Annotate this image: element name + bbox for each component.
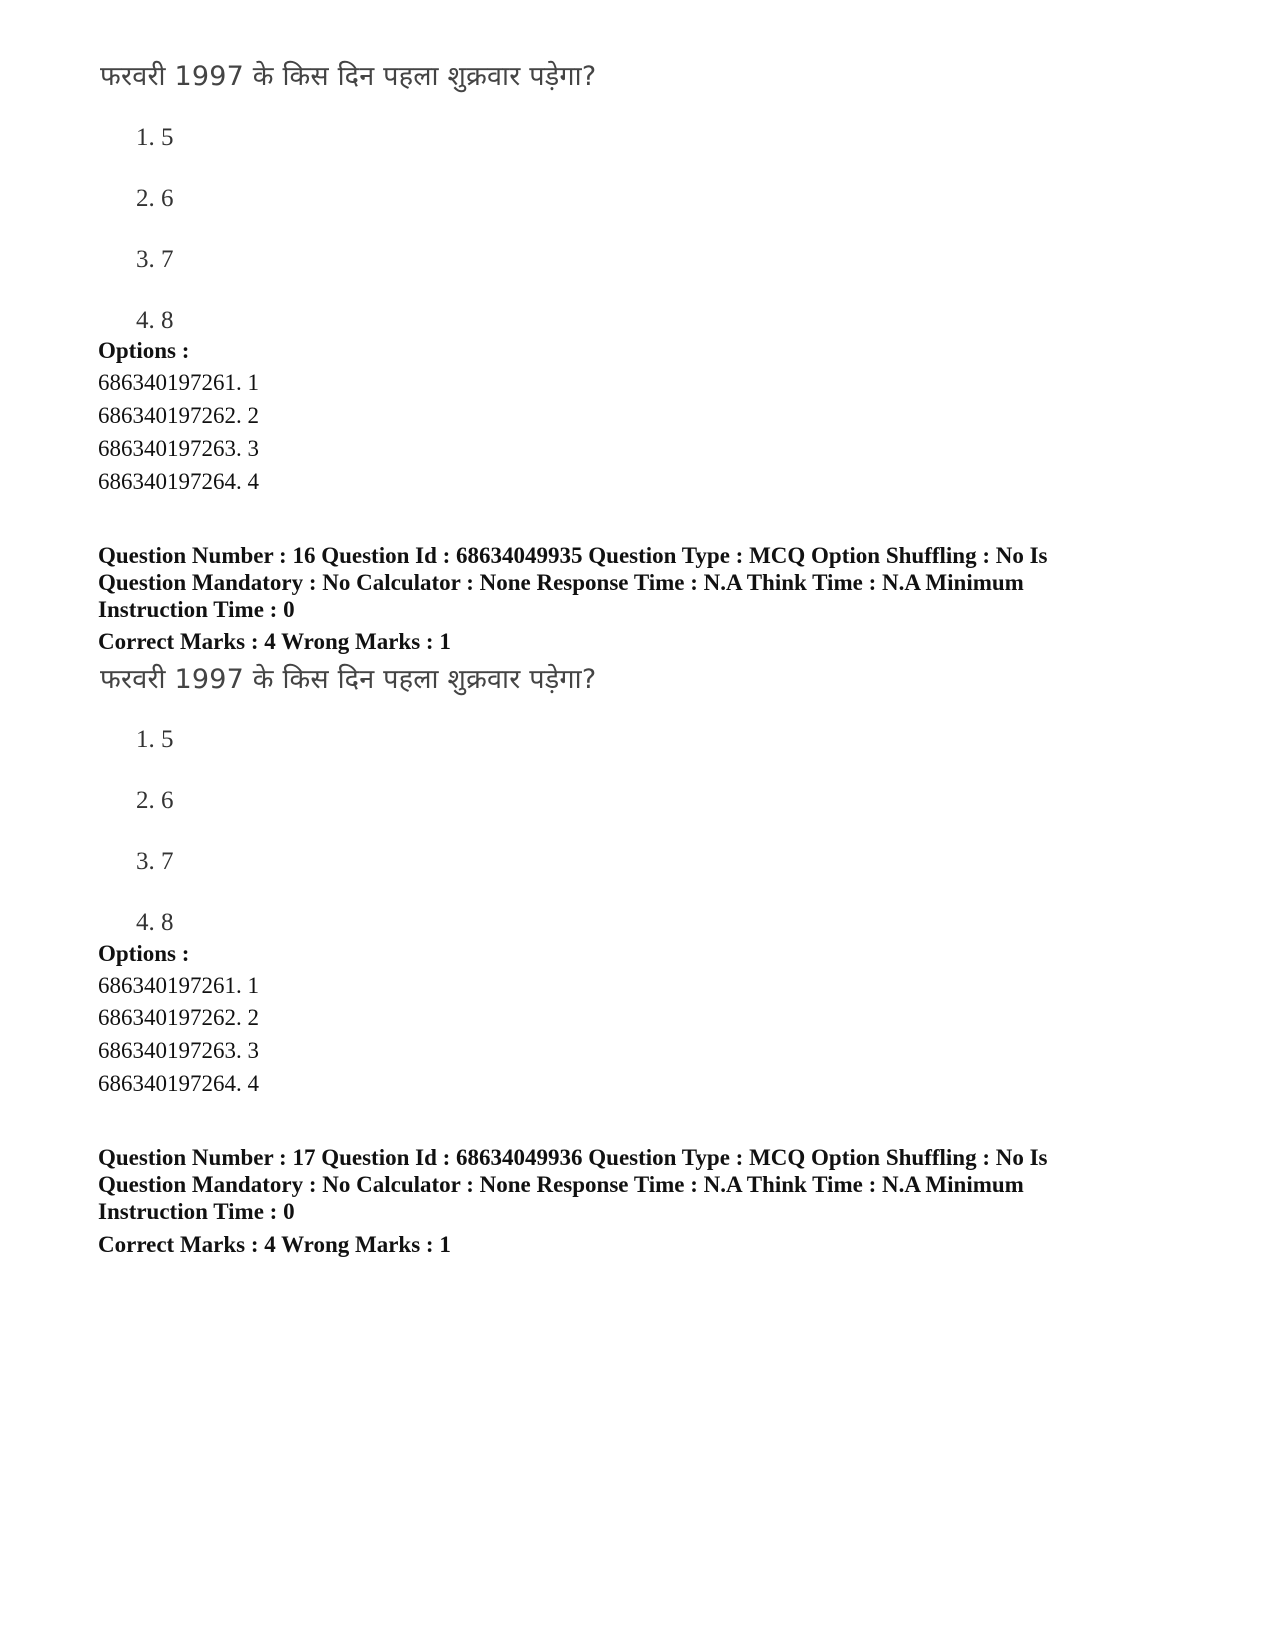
options-heading: Options : <box>98 941 190 966</box>
option-id: 686340197264. 4 <box>98 469 259 494</box>
question-meta-line: Question Mandatory : No Calculator : None Response Time : N.A Think Time : N.A Minimum <box>98 570 1024 595</box>
choice-item: 3. 7 <box>136 848 174 875</box>
question-meta-line: Instruction Time : 0 <box>98 1199 295 1224</box>
option-id: 686340197263. 3 <box>98 436 259 461</box>
choice-item: 1. 5 <box>136 124 174 151</box>
choice-item: 2. 6 <box>136 787 174 814</box>
choice-item: 4. 8 <box>136 909 174 936</box>
option-id: 686340197264. 4 <box>98 1071 259 1096</box>
question-meta-line: Question Number : 17 Question Id : 68634049936 Question Type : MCQ Option Shuffling : No Is <box>98 1145 1048 1170</box>
marks-line: Correct Marks : 4 Wrong Marks : 1 <box>98 629 451 654</box>
choice-item: 4. 8 <box>136 307 174 334</box>
question-meta-line: Instruction Time : 0 <box>98 597 295 622</box>
question-meta-line: Question Mandatory : No Calculator : None Response Time : N.A Think Time : N.A Minimum <box>98 1172 1024 1197</box>
options-heading: Options : <box>98 338 190 363</box>
question-text: फरवरी 1997 के किस दिन पहला शुक्रवार पड़ेगा? <box>100 664 597 695</box>
question-text: फरवरी 1997 के किस दिन पहला शुक्रवार पड़ेगा? <box>100 61 597 92</box>
option-id: 686340197262. 2 <box>98 403 259 428</box>
option-id: 686340197261. 1 <box>98 973 259 998</box>
choice-item: 2. 6 <box>136 185 174 212</box>
marks-line: Correct Marks : 4 Wrong Marks : 1 <box>98 1232 451 1257</box>
option-id: 686340197261. 1 <box>98 370 259 395</box>
question-meta-line: Question Number : 16 Question Id : 68634049935 Question Type : MCQ Option Shuffling : No Is <box>98 543 1048 568</box>
option-id: 686340197262. 2 <box>98 1005 259 1030</box>
option-id: 686340197263. 3 <box>98 1038 259 1063</box>
choice-item: 1. 5 <box>136 726 174 753</box>
choice-item: 3. 7 <box>136 246 174 273</box>
